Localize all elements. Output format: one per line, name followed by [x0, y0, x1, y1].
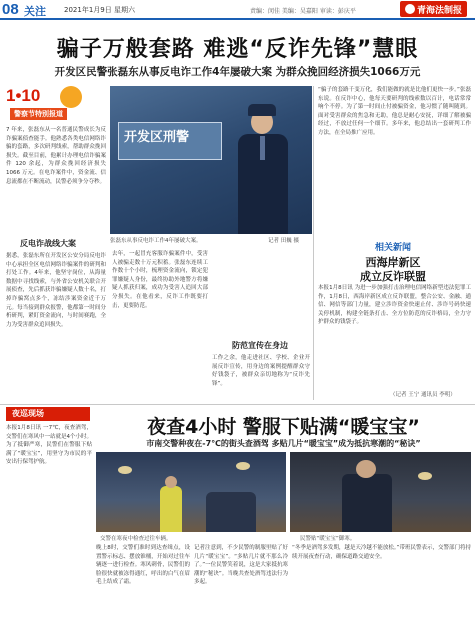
main-photo	[110, 86, 312, 234]
side-story-byline: （记者 王宁 通讯员 李明）	[390, 392, 456, 398]
traffic-check-photo	[96, 452, 286, 532]
warm-patch-photo	[290, 452, 471, 532]
night-photo-caption-left: 交警在寒夜中检查过往车辆。	[100, 536, 172, 542]
night-patrol-label: 夜巡现场	[6, 407, 90, 421]
section-name: 关注	[24, 5, 46, 18]
car-silhouette	[206, 492, 256, 532]
police-emblem-icon	[60, 86, 82, 108]
section2-text: 去年，一起冒充客服诈骗案件中，受害人被骗走数十万元积蓄。张磊东连续工作数十个小时，梳理资金流向，锁定犯罪嫌疑人身份，最终协助外地警方将嫌疑人抓获归案，成功为受害人追回大部分损失。在他看来，反诈工作既要打击，更要防范。	[112, 251, 208, 309]
page-number: 08	[2, 1, 19, 18]
officer-head	[356, 460, 376, 478]
night-col-c-text: 记者注意到，不少民警的制服里贴了好几片“暖宝宝”。“多贴几片就不那么冷了。”一位民警笑着说，这是大家抵抗寒潮的“秘诀”。当晚共查处酒驾违法行为多起。	[194, 545, 288, 586]
officer-back-figure	[342, 474, 392, 532]
night-lead-text: 本报1月8日讯 一7℃，夜查酒驾，交警们在寒风中一站就是4个小时。为了抵御严寒，民警们在警服下贴满了“暖宝宝”，用坚守为市民的平安出行保驾护航。	[6, 425, 92, 466]
section-divider	[0, 404, 475, 405]
editor-credits: 责编：闵佳 美编：吴嘉阳 审读：彭庆平	[250, 8, 356, 15]
street-light-icon	[118, 466, 132, 474]
side-story-title-line1: 西海岸新区	[365, 256, 421, 269]
page-header	[0, 0, 475, 20]
main-lead-text: 7 年来，张磊东从一名普通民警成长为反诈骗案侦查能手。他熟悉各类电信网络诈骗的套路，多次研判线索，帮助群众挽回损失。截至目前，他累计办理电信诈骗案件 120 余起，为群众挽回经济损失 1066 万元。在电诈案件中，资金流、信息流都在不断流动，民警必须争分夺秒。	[6, 127, 106, 185]
night-col-d-text: “冬季是酒驾多发期，越是天冷越不能放松。”带班民警表示，交警部门将持续开展夜查行动，确保道路交通安全。	[292, 545, 471, 560]
main-subheadline: 开发区民警张磊东从事反电诈工作4年屡破大案 为群众挽回经济损失1066万元	[54, 66, 421, 78]
section3-title: 防范宣传在身边	[232, 341, 288, 350]
night-col-b-text: 晚上8时，交警们准时到达查缉点，设置警示标志、摆放锥桶，开始对过往车辆逐一进行检查。寒风刺骨，民警们的脸很快就被冻得通红，呼出的白气在眉毛上结成了霜。	[96, 545, 190, 586]
night-photo-caption-right: 民警贴“暖宝宝”御寒。	[300, 536, 356, 542]
main-headline: 骗子万般套路 难逃“反诈先锋”慧眼	[56, 37, 419, 62]
newspaper-name: 青海法制报	[416, 5, 462, 16]
badge-label: 警察节特别报道	[10, 108, 67, 120]
section1-text: 据悉，张磊东所在开发区公安分局反电诈中心承担全区电信网络诈骗案件的研判和打处工作。4年来，他坚守岗位，从海量数据中寻找线索，与外省公安机关联合开展侦查，先后抓获诈骗嫌疑人数十名，打掉诈骗窝点多个，冻结涉案资金近千万元。每当接到群众报警，他都第一时间分析研判，紧盯资金流向，与时间赛跑，全力为受害群众追回损失。	[6, 253, 106, 328]
main-photo-credit: 记者 田巍 摄	[268, 238, 299, 244]
traffic-officer-figure	[160, 486, 182, 532]
issue-date: 2021年1月9日 星期六	[64, 6, 135, 14]
newspaper-logo	[400, 1, 467, 17]
main-photo-caption: 张磊东从事反电诈工作4年屡破大案。	[110, 238, 202, 244]
police-day-badge	[6, 86, 88, 122]
flash-light-icon	[418, 472, 432, 480]
logo-emblem-icon	[405, 4, 415, 14]
night-subheadline: 市南交警种夜在-7℃的街头查酒驾 多贴几片“暖宝宝”成为抵抗寒潮的“秘诀”	[146, 439, 421, 448]
street-light-icon	[236, 462, 250, 470]
badge-date: 1•10	[6, 86, 41, 105]
side-story-text: 本报1月8日讯 为进一步加强打击治理电信网络新型违法犯罪工作，1月8日，西海岸新区成立反诈联盟，整合公安、金融、通信、网信等部门力量，建立涉诈资金快速止付、涉诈号码快速关停机制，构建全链条打击、全方位防范的反诈格局，全力守护群众的钱袋子。	[318, 285, 471, 326]
traffic-officer-head	[165, 476, 177, 488]
police-officer-figure	[234, 100, 292, 234]
station-sign-text: 开发区刑警	[124, 130, 190, 145]
section1-title: 反电诈战线大案	[20, 239, 76, 248]
main-right-column-text: “骗子的套路千变万化，我们能做的就是比他们更快一步。”张磊东说。在反诈中心，他每天要研判的线索数以百计，电话常常响个不停。为了第一时间止付被骗资金，他习惯了随叫随到。面对受害群众的焦急和无助，他总是耐心安抚，详细了解被骗经过，不放过任何一个细节。多年来，他总结出一套研判工作方法，在全局推广应用。	[318, 87, 471, 136]
side-story-title-line2: 成立反诈联盟	[360, 270, 426, 283]
section3-text: 工作之余，他走进社区、学校、企业开展反诈宣传，用身边的案例提醒群众守好钱袋子，被群众亲切地称为“反诈先锋”。	[212, 355, 310, 387]
column-divider	[313, 86, 314, 400]
night-headline: 夜查4小时 警服下贴满“暖宝宝”	[147, 416, 420, 438]
side-story-kicker: 相关新闻	[374, 243, 411, 253]
